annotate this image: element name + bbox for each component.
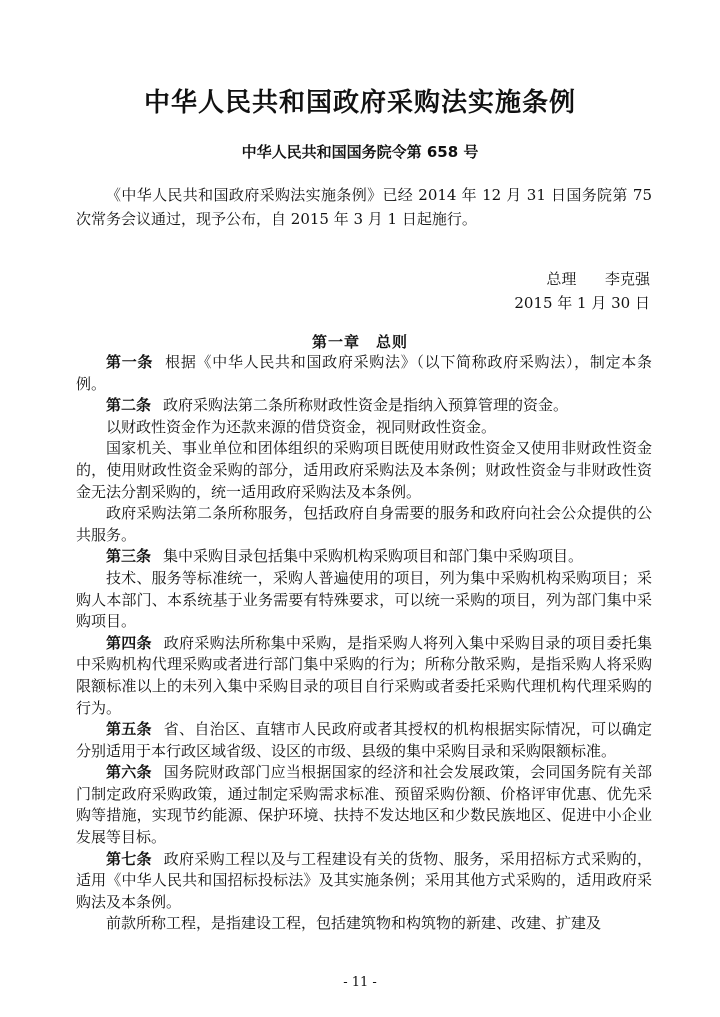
paragraph xyxy=(76,913,652,935)
paragraph-text: 国务院财政部门应当根据国家的经济和社会发展政策，会同国务院有关部门制定政府采购政策，通过制定采购需求标准、预留采购份额、价格评审优惠、优先采购等措施，实现节约能源、保护环境、扶持不发达地区和少数民族地区、促进中小企业发展等目标。 xyxy=(76,763,652,847)
paragraph-text: 政府采购法第二条所称财政性资金是指纳入预算管理的资金。 xyxy=(163,396,569,415)
document-title: 中华人民共和国政府采购法实施条例 xyxy=(143,88,576,118)
paragraph xyxy=(76,352,652,395)
paragraph xyxy=(76,438,652,503)
signer-line xyxy=(350,267,650,291)
paragraph xyxy=(76,503,652,546)
decree-number: 中华人民共和国国务院令第 658 号 xyxy=(241,143,479,161)
paragraph xyxy=(76,633,652,719)
paragraph-text: 国家机关、事业单位和团体组织的采购项目既使用财政性资金又使用非财政性资金的，使用财政性资金采购的部分，适用政府采购法及本条例；财政性资金与非财政性资金无法分割采购的，统一适用政府采购法及本条例。 xyxy=(76,439,652,501)
signer-title: 总理 xyxy=(546,270,577,288)
paragraph-text: 政府采购法所称集中采购，是指采购人将列入集中采购目录的项目委托集中采购机构代理采购或者进行部门集中采购的行为；所称分散采购，是指采购人将采购限额标准以上的未列入集中采购目录的项目自行采购或者委托采购代理机构代理采购的行为。 xyxy=(76,633,652,717)
paragraph-text: 前款所称工程，是指建设工程，包括建筑物和构筑物的新建、改建、扩建及 xyxy=(106,914,602,933)
article-label: 第二条 xyxy=(106,396,152,415)
paragraph-text: 根据《中华人民共和国政府采购法》（以下简称政府采购法），制定本条例。 xyxy=(76,353,652,393)
page-number: - 11 - xyxy=(343,975,377,990)
paragraph xyxy=(76,395,652,417)
article-label: 第七条 xyxy=(106,849,152,868)
paragraph xyxy=(76,417,652,439)
paragraph xyxy=(76,719,652,762)
paragraph xyxy=(76,762,652,848)
signer-name: 李克强 xyxy=(604,270,650,288)
paragraph-text: 政府采购法第二条所称服务，包括政府自身需要的服务和政府向社会公众提供的公共服务。 xyxy=(76,504,652,544)
article-label: 第一条 xyxy=(106,353,154,371)
paragraph-text: 以财政性资金作为还款来源的借贷资金，视同财政性资金。 xyxy=(106,417,497,436)
chapter-heading: 第一章 总则 xyxy=(311,333,408,351)
promulgation-text: 《中华人民共和国政府采购法实施条例》已经 2014 年 12 月 31 日国务院第 75 次常务会议通过，现予公布，自 2015 年 3 月 1 日起施行。 xyxy=(76,186,652,228)
article-label: 第五条 xyxy=(106,720,152,739)
paragraph-text: 省、自治区、直辖市人民政府或者其授权的机构根据实际情况，可以确定分别适用于本行政区域省级、设区的市级、县级的集中采购目录和采购限额标准。 xyxy=(76,720,652,760)
article-label: 第四条 xyxy=(106,633,152,652)
paragraph-text: 技术、服务等标准统一，采购人普遍使用的项目，列为集中采购机构采购项目；采购人本部门、本系统基于业务需要有特殊要求，可以统一采购的项目，列为部门集中采购项目。 xyxy=(76,568,652,631)
article-body xyxy=(76,352,652,935)
article-label: 第三条 xyxy=(106,547,152,566)
paragraph-text: 政府采购工程以及与工程建设有关的货物、服务，采用招标方式采购的，适用《中华人民共和国招标投标法》及其实施条例；采用其他方式采购的，适用政府采购法及本条例。 xyxy=(76,849,652,911)
paragraph xyxy=(76,568,652,633)
paragraph xyxy=(76,546,652,568)
signature-block xyxy=(350,267,650,315)
signature-date: 2015 年 1 月 30 日 xyxy=(514,294,650,312)
paragraph xyxy=(76,849,652,914)
article-label: 第六条 xyxy=(106,763,152,782)
paragraph-text: 集中采购目录包括集中采购机构采购项目和部门集中采购项目。 xyxy=(163,547,584,566)
